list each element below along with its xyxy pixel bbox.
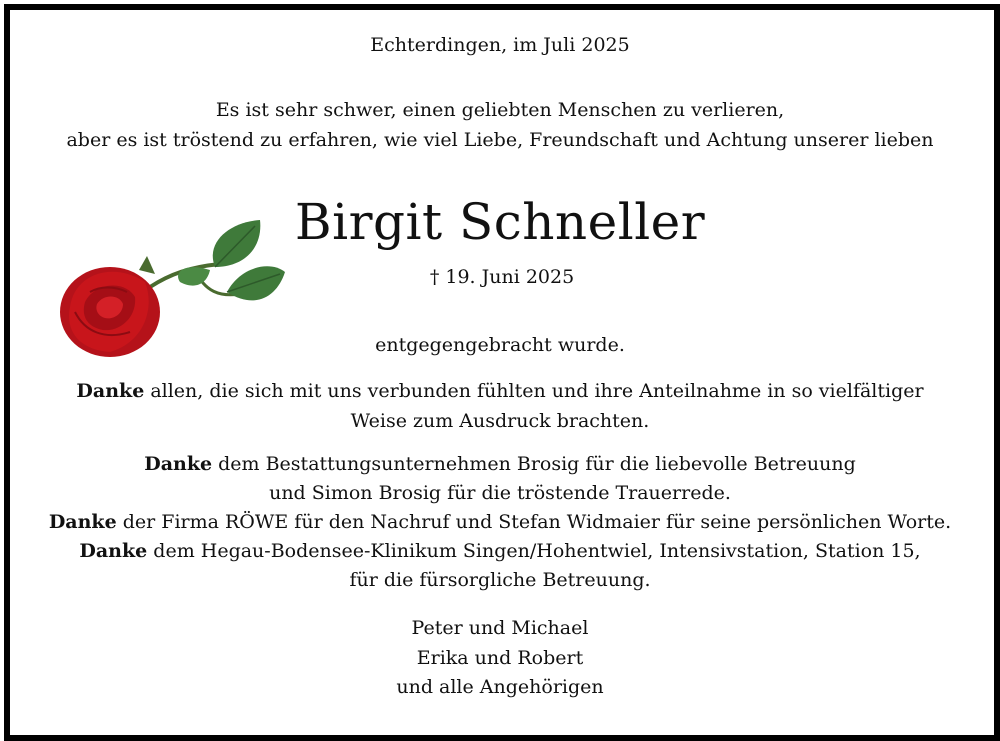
thanks-bold: Danke — [48, 511, 117, 533]
thanks-bold: Danke — [144, 453, 213, 475]
deceased-name: Birgit Schneller — [294, 193, 706, 251]
thanks-line: Danke der Firma RÖWE für den Nachruf und Stefan Widmaier für seine persönlichen Worte. — [48, 511, 952, 533]
thanks-line: Danke dem Hegau-Bodensee-Klinikum Singen/Hohentwiel, Intensivstation, Station 15, — [79, 540, 921, 562]
intro-line-1: Es ist sehr schwer, einen geliebten Menschen zu verlieren, — [215, 99, 785, 121]
signature-line: und alle Angehörigen — [396, 676, 604, 698]
thanks-bold: Danke — [79, 540, 148, 562]
thanks-line: Weise zum Ausdruck brachten. — [350, 410, 650, 432]
intro-line-2: aber es ist tröstend zu erfahren, wie viel Liebe, Freundschaft und Achtung unserer lieben — [66, 129, 934, 151]
place-date: Echterdingen, im Juli 2025 — [370, 34, 630, 56]
thanks-line: Danke allen, die sich mit uns verbunden fühlten und ihre Anteilnahme in so vielfältiger — [76, 380, 924, 402]
after-name-text: entgegengebracht wurde. — [375, 334, 625, 356]
signature-line: Erika und Robert — [416, 647, 584, 669]
death-date: † 19. Juni 2025 — [429, 266, 575, 288]
thanks-line: und Simon Brosig für die tröstende Trauerrede. — [269, 482, 731, 504]
thanks-line: für die fürsorgliche Betreuung. — [349, 569, 651, 591]
thanks-bold: Danke — [76, 380, 145, 402]
thanks-line: Danke dem Bestattungsunternehmen Brosig für die liebevolle Betreuung — [144, 453, 856, 475]
signature-line: Peter und Michael — [411, 617, 589, 639]
